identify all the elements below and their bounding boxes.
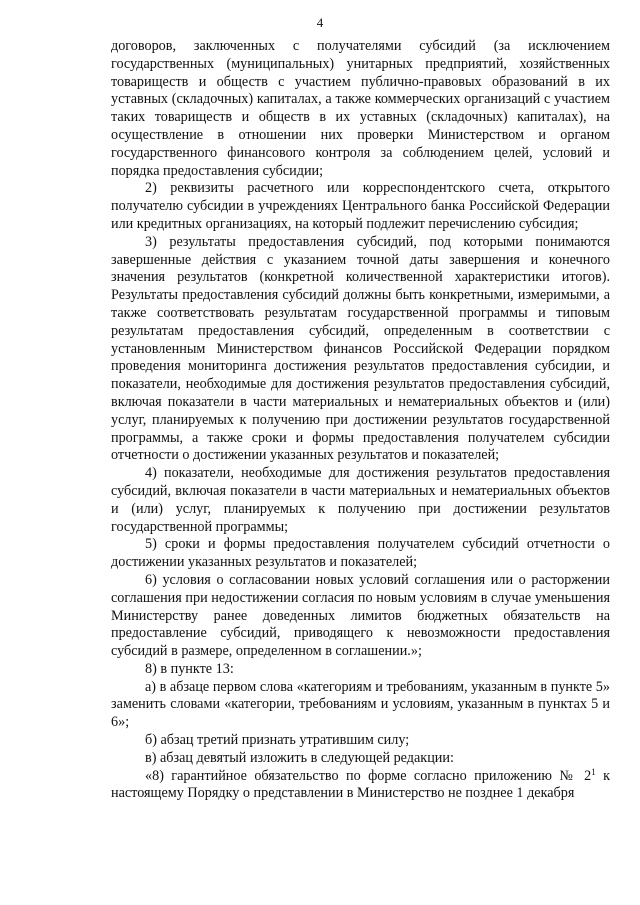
paragraph-item-4: 4) показатели, необходимые для достижения результатов предоставления субсидий, включая показатели в части материальных и нематериальных объектов и (или) услуг, планируемых к получению при достижении результатов государственной программы; <box>111 465 610 535</box>
guarantee-text-start: «8) гарантийное обязательство по форме согласно приложению № 2 <box>145 767 592 784</box>
paragraph-item-2: 2) реквизиты расчетного или корреспондентского счета, открытого получателю субсидии в учреждениях Центрального банка Российской Федерации или кредитных организациях, на который подлежит перечислению субсидия; <box>111 180 610 232</box>
paragraph-subitem-v: в) абзац девятый изложить в следующей редакции: <box>145 749 454 766</box>
guarantee-text-end: к настоящему Порядку о представлении в Министерство не позднее 1 декабря <box>111 767 610 802</box>
superscript-index: 1 <box>591 766 596 777</box>
paragraph-item-6: 6) условия о согласовании новых условий соглашения или о расторжении соглашения при недостижении согласия по новым условиям в случае уменьшения Министерству ранее доведенных лимитов бюджетных обязательств на предоставление субсидий, приводящего к невозможности предоставления субсидий в размере, определенном в соглашении.»; <box>111 571 610 660</box>
paragraph-subitem-a: а) в абзаце первом слова «категориям и требованиям, указанным в пункте 5» заменить словами «категории, требованиям и условиям, указанным в пунктах 5 и 6»; <box>111 678 610 731</box>
paragraph-item-5: 5) сроки и формы предоставления получателем субсидий отчетности о достижении указанных результатов и показателей; <box>111 536 610 571</box>
paragraph-item-3: 3) результаты предоставления субсидий, под которыми понимаются завершенные действия с указанием точной даты завершения и конечного значения результатов (конкретной количественной характеристики итогов). Результаты предоставления субсидий должны быть конкретными, измеримыми, а также соответствовать результатам государственной программы и типовым результатам предоставления субсидий, определенным в соответствии с установленным Министерством финансов Российской Федерации порядком проведения мониторинга достижения результатов предоставления субсидии, и показатели, необходимые для достижения результатов предоставления субсидий, включая показатели в части материальных и нематериальных объектов и (или) услуг, планируемых к получению при достижении результатов государственной программы, а также сроки и формы предоставления получателем субсидии отчетности о достижении указанных результатов и показателей; <box>111 233 610 464</box>
paragraph-continuation: договоров, заключенных с получателями субсидий (за исключением государственных (муниципальных) унитарных предприятий, хозяйственных товариществ и обществ с участием публично-правовых образований в их уставных (складочных) капиталах, а также коммерческих организаций с участием таких товариществ и обществ в их уставных (складочных) капиталах), на осуществление в отношении них проверки Министерством и органом государственного финансового контроля за соблюдением целей, условий и порядка предоставления субсидии; <box>111 38 610 179</box>
page-number: 4 <box>316 15 324 30</box>
paragraph-guarantee <box>111 768 610 804</box>
paragraph-subitem-b: б) абзац третий признать утратившим силу; <box>145 732 410 749</box>
document-body <box>111 38 610 803</box>
paragraph-point-8: 8) в пункте 13: <box>145 660 234 677</box>
